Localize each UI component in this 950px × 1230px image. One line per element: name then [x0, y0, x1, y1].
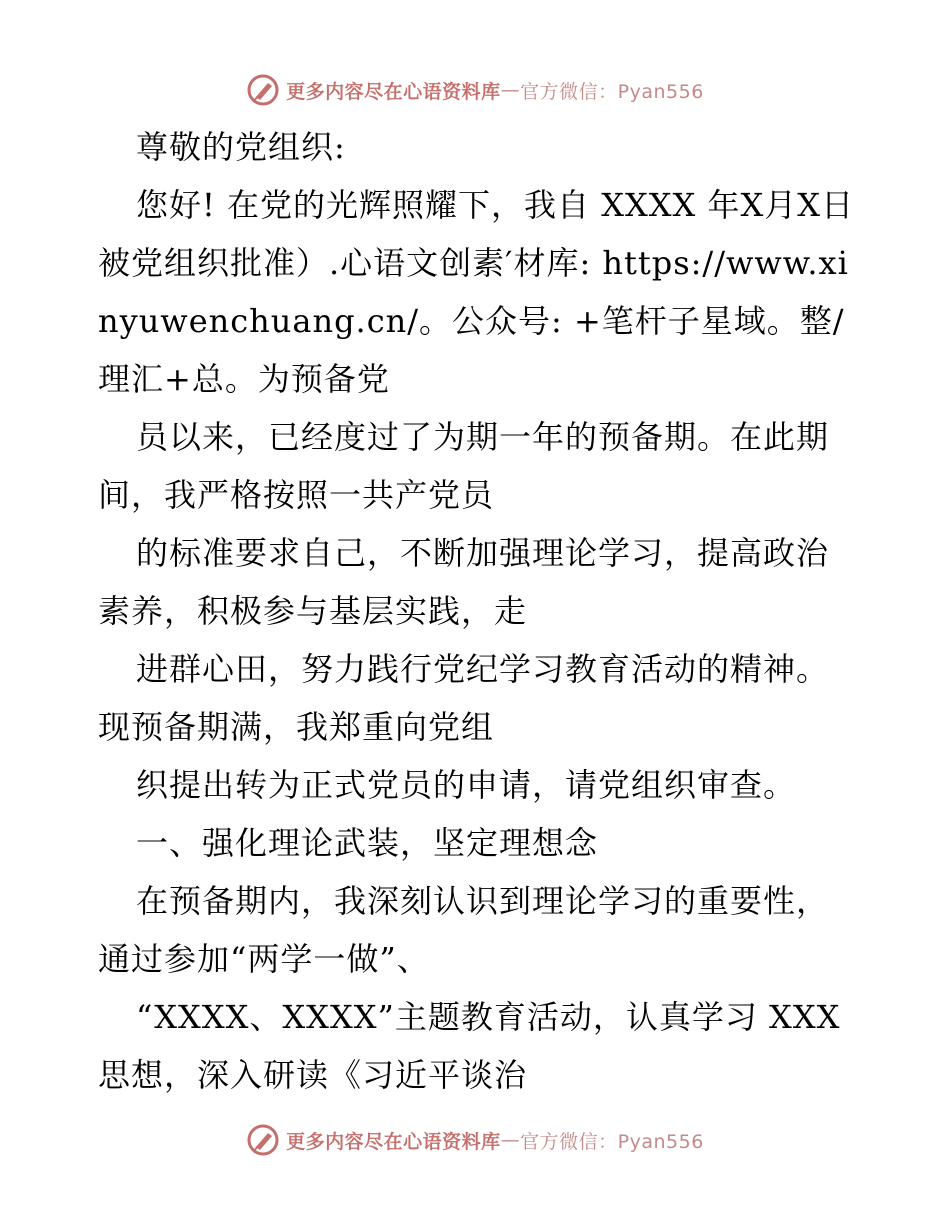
header-banner: [0, 70, 950, 110]
banner-brand: 更多内容尽在心语资料库: [286, 1130, 501, 1153]
paragraph: 织提出转为正式党员的申请，请党组织审查。: [136, 766, 797, 804]
section-heading: 一、强化理论武装，坚定理想念: [136, 824, 599, 862]
banner-separator: —: [500, 79, 521, 101]
banner-brand: 更多内容尽在心语资料库: [286, 80, 501, 103]
paragraph: 您好! 在党的光辉照耀下，我自 XXXX 年X月X日被党组织批准）.心语文创素′材库: https://www.xinyuwenchuang.cn/。公众号: +笔杆子星域。整/理汇+总。为预备党: [98, 186, 855, 398]
banner-contact: 官方微信：Pyan556: [520, 80, 704, 103]
banner-separator: —: [500, 1129, 521, 1151]
pen-logo-icon: [246, 73, 280, 107]
banner-contact: 官方微信：Pyan556: [520, 1130, 704, 1153]
salutation: 尊敬的党组织:: [136, 128, 346, 166]
paragraph: “XXXX、XXXX”主题教育活动，认真学习 XXX 思想，深入研读《习近平谈治: [98, 998, 841, 1094]
paragraph: 的标准要求自己，不断加强理论学习，提高政治素养，积极参与基层实践，走: [98, 534, 830, 630]
footer-banner: [0, 1120, 950, 1160]
document-body: [98, 118, 858, 1104]
paragraph: 员以来，已经度过了为期一年的预备期。在此期间，我严格按照一共产党员: [98, 418, 830, 514]
paragraph: 在预备期内，我深刻认识到理论学习的重要性，通过参加“两学一做”、: [98, 882, 830, 978]
pen-logo-icon: [246, 1123, 280, 1157]
paragraph: 进群心田，努力践行党纪学习教育活动的精神。现预备期满，我郑重向党组: [98, 650, 830, 746]
